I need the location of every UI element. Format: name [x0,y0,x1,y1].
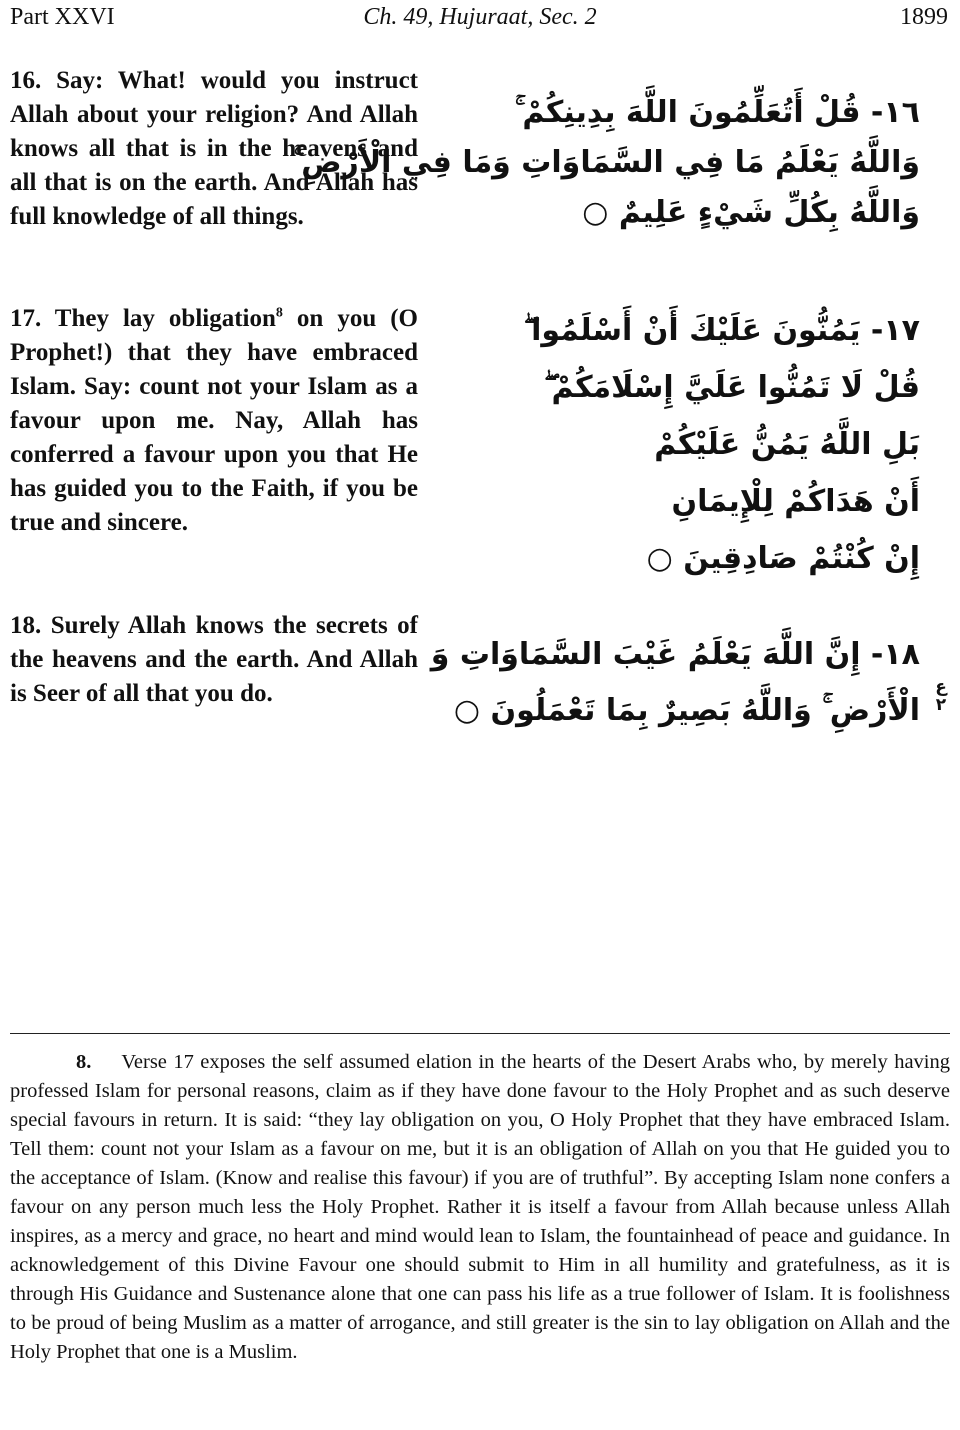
arabic-line: ١٧- يَمُنُّونَ عَلَيْكَ أَنْ أَسْلَمُوا ۖ [523,313,920,348]
arabic-line: إِنْ كُنْتُمْ صَادِقِينَ ○ [646,541,920,576]
section-marker: ع ٢ [935,677,947,715]
verse-17-translation [10,302,418,540]
arabic-line: ١٦- قُلْ أَتُعَلِّمُونَ اللَّهَ بِدِينِكُمْ ۚ [514,95,920,130]
part-label: Part XXVI [10,4,115,30]
footnote-divider [10,1033,950,1034]
chapter-title: Ch. 49, Hujuraat, Sec. 2 [363,4,597,30]
arabic-line: الْأَرْضِ ۚ وَاللَّهُ بَصِيرٌ بِمَا تَعْمَلُونَ ○ [453,693,920,728]
verse-18-translation: 18. Surely Allah knows the secrets of the heavens and the earth. And Allah is Seer of all that you do. [10,612,418,707]
verse-16-arabic [293,88,920,238]
verse-17-arabic [470,302,920,587]
arabic-line: ١٨- إِنَّ اللَّهَ يَعْلَمُ غَيْبَ السَّمَاوَاتِ وَ [430,637,920,672]
arabic-line: بَلِ اللَّهُ يَمُنُّ عَلَيْكُمْ [654,427,920,462]
arabic-line: وَاللَّهُ بِكُلِّ شَيْءٍ عَلِيمٌ ○ [582,195,920,230]
page-number: 1899 [900,4,948,30]
arabic-line: أَنْ هَدَاكُمْ لِلْإِيمَانِ [671,484,920,519]
arabic-line: وَاللَّهُ يَعْلَمُ مَا فِي السَّمَاوَاتِ وَمَا فِي الْأَرْضِ ۚ [293,145,920,180]
footnote-reference[interactable]: 8 [275,305,283,321]
footnote-8 [10,1048,950,1367]
footnote-text: Verse 17 exposes the self assumed elation in the hearts of the Desert Arabs who, by merely having professed Islam for personal reasons, claim as if they have done favour to the Holy Prophet and as such deserve special favours in return. It is said: “they lay obligation on you, O Holy Prophet that they have embraced Islam. Tell them: count not your Islam as a favour on me, but it is an obligation of Allah on you that He guided you to the acceptance of Islam. (Know and realise this favour) if you are of truthful”. By accepting Islam none confers a favour on any person much less the Holy Prophet. Rather it is itself a favour from Allah because unless Allah inspires, as a mercy and grace, no heart and mind would lean to Islam, the fountainhead of peace and guidance. In acknowledgement of this Divine Favour one should submit to Him in all humility and gratefulness, as it is through His Guidance and Sustenance alone that one can pass his life as a true follower of Islam. It is foolishness to be proud of being Muslim as a matter of arrogance, and still greater is the sin to lay obligation on Allah and the Holy Prophet that one is a Muslim. [10,1051,950,1363]
verse-17-text-end: on you (O Prophet!) that they have embraced Islam. Say: count not your Islam as a favour upon me. Nay, Allah has conferred a favour upon you that He has guided you to the Faith, if you be true and sincere. [10,305,418,536]
verse-17-text-start: 17. They lay obligation [10,305,276,332]
verse-16-translation: 16. Say: What! would you instruct Allah about your religion? And Allah knows all that is in the heavens and all that is on the earth. And Allah has full knowledge of all things. [10,67,418,230]
page-header [0,0,960,40]
footnote-number: 8. [76,1051,92,1073]
verse-18-arabic [430,627,920,739]
arabic-line: قُلْ لَا تَمُنُّوا عَلَيَّ إِسْلَامَكُمْ ۖ [544,370,920,405]
